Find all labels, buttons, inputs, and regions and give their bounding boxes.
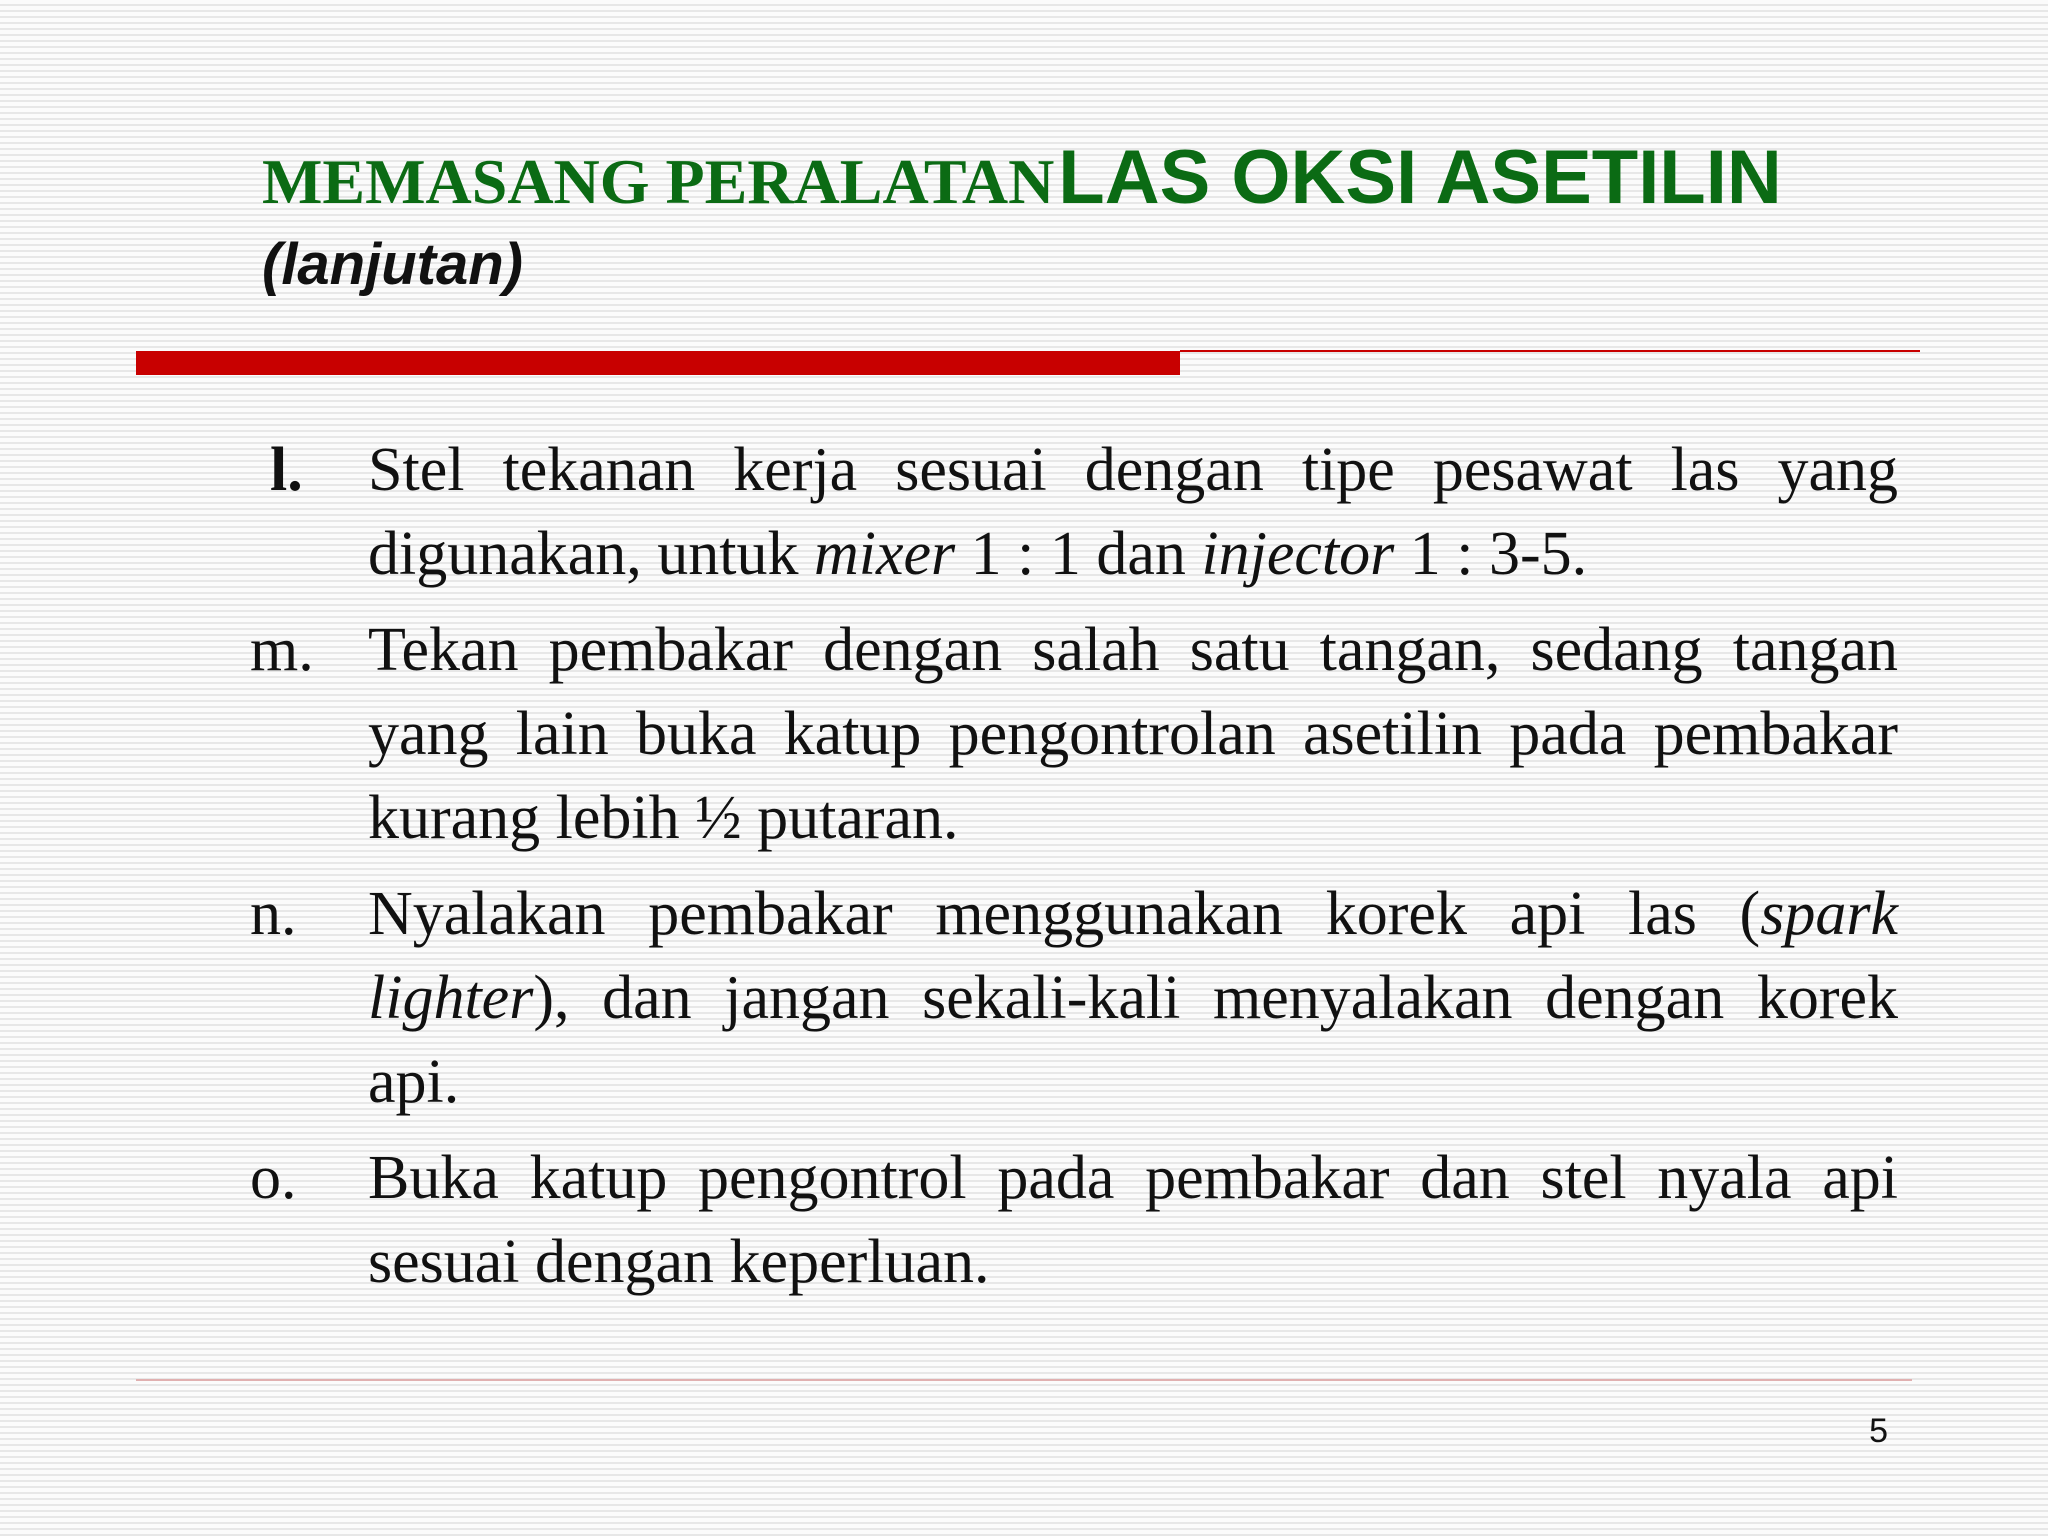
title-underline-thin bbox=[1180, 350, 1920, 352]
text-segment: Nyalakan pembakar menggunakan korek api las ( bbox=[368, 880, 1761, 948]
text-segment-italic: injector bbox=[1201, 520, 1395, 588]
list-item-l bbox=[250, 428, 1898, 596]
text-segment: Stel tekanan kerja sesuai dengan tipe pesawat las yang digunakan, untuk bbox=[368, 436, 1898, 588]
list-item-label: n. bbox=[250, 880, 297, 948]
list-item-label: o. bbox=[250, 1144, 297, 1212]
text-segment-italic: mixer bbox=[814, 520, 956, 588]
list-item-label: l. bbox=[270, 436, 303, 504]
list-item-text bbox=[368, 428, 1898, 596]
page-number: 5 bbox=[1869, 1412, 1888, 1450]
list-item-label: m. bbox=[250, 616, 314, 684]
title-underline-bar bbox=[136, 351, 1180, 375]
title-main-line bbox=[262, 135, 1962, 220]
list-item-text bbox=[368, 1136, 1898, 1304]
step-list bbox=[250, 428, 1898, 1316]
slide-title bbox=[262, 135, 1962, 297]
title-part-2: LAS OKSI ASETILIN bbox=[1058, 135, 1782, 220]
list-item-o bbox=[250, 1136, 1898, 1304]
footer-divider bbox=[136, 1379, 1912, 1381]
list-item-n bbox=[250, 872, 1898, 1124]
text-segment: Buka katup pengontrol pada pembakar dan stel nyala api sesuai dengan keperluan. bbox=[368, 1144, 1898, 1296]
list-item-m bbox=[250, 608, 1898, 860]
title-subtitle: (lanjutan) bbox=[262, 232, 523, 297]
text-segment: ), dan jangan sekali-kali menyalakan dengan korek api. bbox=[368, 964, 1898, 1116]
list-item-text bbox=[368, 872, 1898, 1124]
text-segment: 1 : 3-5. bbox=[1394, 520, 1588, 588]
text-segment: Tekan pembakar dengan salah satu tangan, sedang tangan yang lain buka katup pengontrolan asetilin pada pembakar kurang lebih ½ putaran. bbox=[368, 616, 1898, 852]
text-segment: 1 : 1 dan bbox=[955, 520, 1202, 588]
text-segment-italic: spark lighter bbox=[368, 880, 1898, 1032]
list-item-text bbox=[368, 608, 1898, 860]
title-part-1: MEMASANG PERALATAN bbox=[262, 146, 1055, 217]
